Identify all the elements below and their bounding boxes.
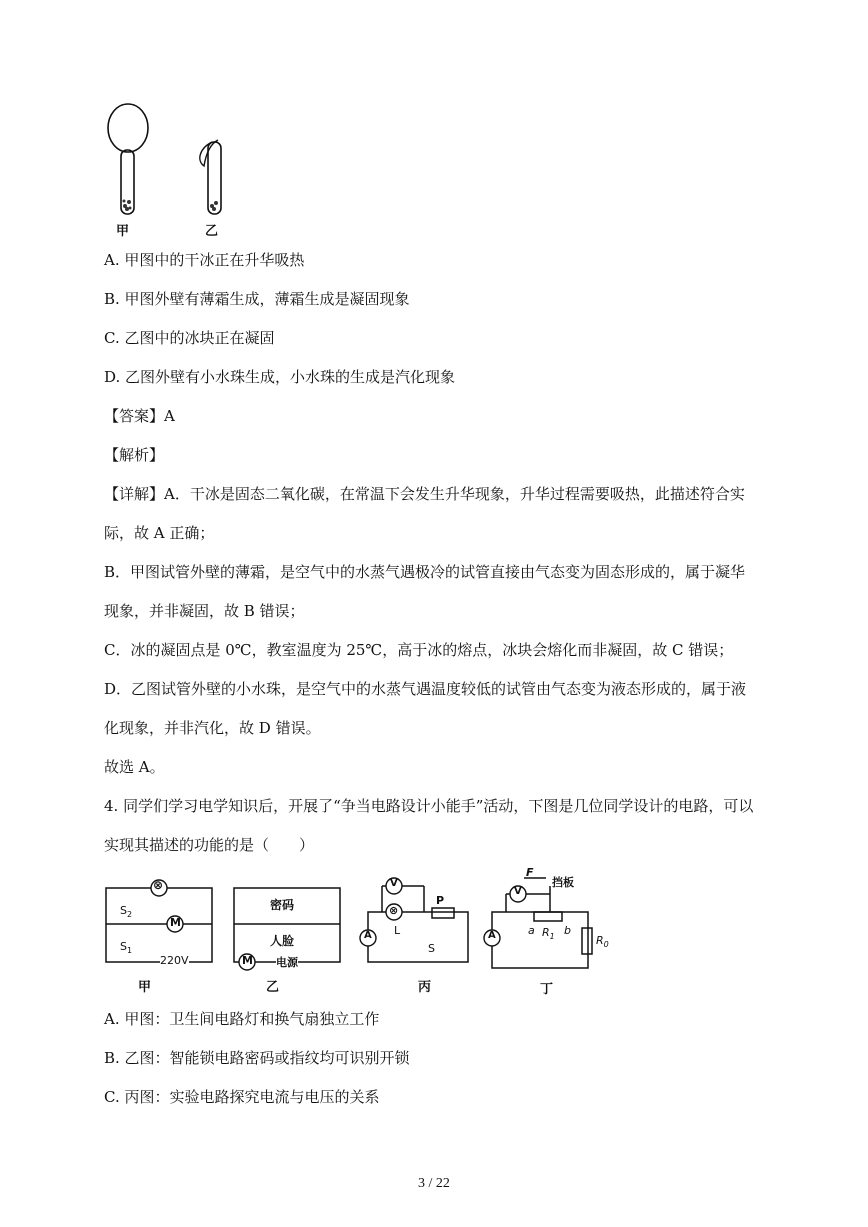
ding-ammeter: A [488, 930, 496, 941]
jia-lamp-icon: ⊗ [153, 878, 164, 892]
analysis-line: 故选 A。 [104, 758, 165, 776]
page-number: 3 / 22 [418, 1176, 450, 1191]
analysis-line: 【详解】A．干冰是固态二氧化碳，在常温下会发生升华现象，升华过程需要吸热，此描述符合实 [104, 485, 745, 503]
q3-option-a: A. 甲图中的干冰正在升华吸热 [104, 251, 305, 269]
ding-r1: $R_1$ [542, 926, 555, 942]
yi-power: 电源 [276, 956, 298, 969]
q3-option-b: B. 甲图外壁有薄霜生成，薄霜生成是凝固现象 [104, 290, 410, 308]
question-4-line-2: 实现其描述的功能的是（ ） [104, 836, 315, 854]
yi-caption: 乙 [266, 980, 280, 995]
ding-caption: 丁 [540, 982, 554, 997]
q4-option-c: C. 丙图：实验电路探究电流与电压的关系 [104, 1088, 380, 1106]
jia-motor: M [170, 916, 181, 929]
analysis-line: C．冰的凝固点是 0℃，教室温度为 25℃，高于冰的熔点，冰块会熔化而非凝固，故 C 错误； [104, 641, 734, 659]
jia-s1: $S_1$ [120, 940, 133, 956]
q3-option-c: C. 乙图中的冰块正在凝固 [104, 329, 275, 347]
jia-caption: 甲 [138, 980, 152, 995]
analysis-line: 化现象，并非汽化，故 D 错误。 [104, 719, 321, 737]
circuits-figure [100, 866, 620, 996]
jia-s2: $S_2$ [120, 904, 133, 920]
bing-slider: P [436, 894, 445, 907]
analysis-line: D．乙图试管外壁的小水珠，是空气中的水蒸气遇温度较低的试管由气态变为液态形成的，属于液 [104, 680, 747, 698]
test-tube-drawing [100, 98, 240, 240]
analysis-line: B．甲图试管外壁的薄霜，是空气中的水蒸气遇极冷的试管直接由气态变为固态形成的，属于凝华 [104, 563, 746, 581]
analysis-line: 现象，并非凝固，故 B 错误； [104, 602, 305, 620]
bing-caption: 丙 [418, 980, 432, 995]
label-jia: 甲 [116, 224, 130, 239]
ding-a: a [528, 924, 535, 937]
yi-motor: M [242, 954, 253, 967]
ding-r0: $R_0$ [596, 934, 609, 950]
bing-ammeter: A [364, 930, 372, 941]
ding-baffle: 挡板 [552, 876, 574, 889]
question-4-line-1: 4. 同学们学习电学知识后，开展了“争当电路设计小能手”活动，下图是几位同学设计的电路，可以 [104, 797, 754, 815]
bing-lamp-label: L [394, 924, 401, 937]
q4-option-a: A. 甲图：卫生间电路灯和换气扇独立工作 [104, 1010, 380, 1028]
yi-password: 密码 [270, 898, 295, 912]
ding-force: F [526, 866, 534, 879]
analysis-heading: 【解析】 [104, 446, 165, 464]
test-tube-figure [100, 98, 240, 240]
yi-face: 人脸 [270, 934, 295, 948]
jia-voltage: 220V [160, 954, 189, 967]
bing-switch-label: S [428, 942, 435, 955]
bing-voltmeter: V [390, 878, 398, 889]
label-yi: 乙 [205, 224, 219, 239]
q3-option-d: D. 乙图外壁有小水珠生成，小水珠的生成是汽化现象 [104, 368, 456, 386]
analysis-line: 际，故 A 正确； [104, 524, 215, 542]
ding-b: b [564, 924, 571, 937]
q4-option-b: B. 乙图：智能锁电路密码或指纹均可识别开锁 [104, 1049, 410, 1067]
bing-lamp-icon: ⊗ [389, 904, 399, 917]
ding-voltmeter: V [514, 886, 522, 897]
answer-line: 【答案】A [104, 407, 175, 425]
